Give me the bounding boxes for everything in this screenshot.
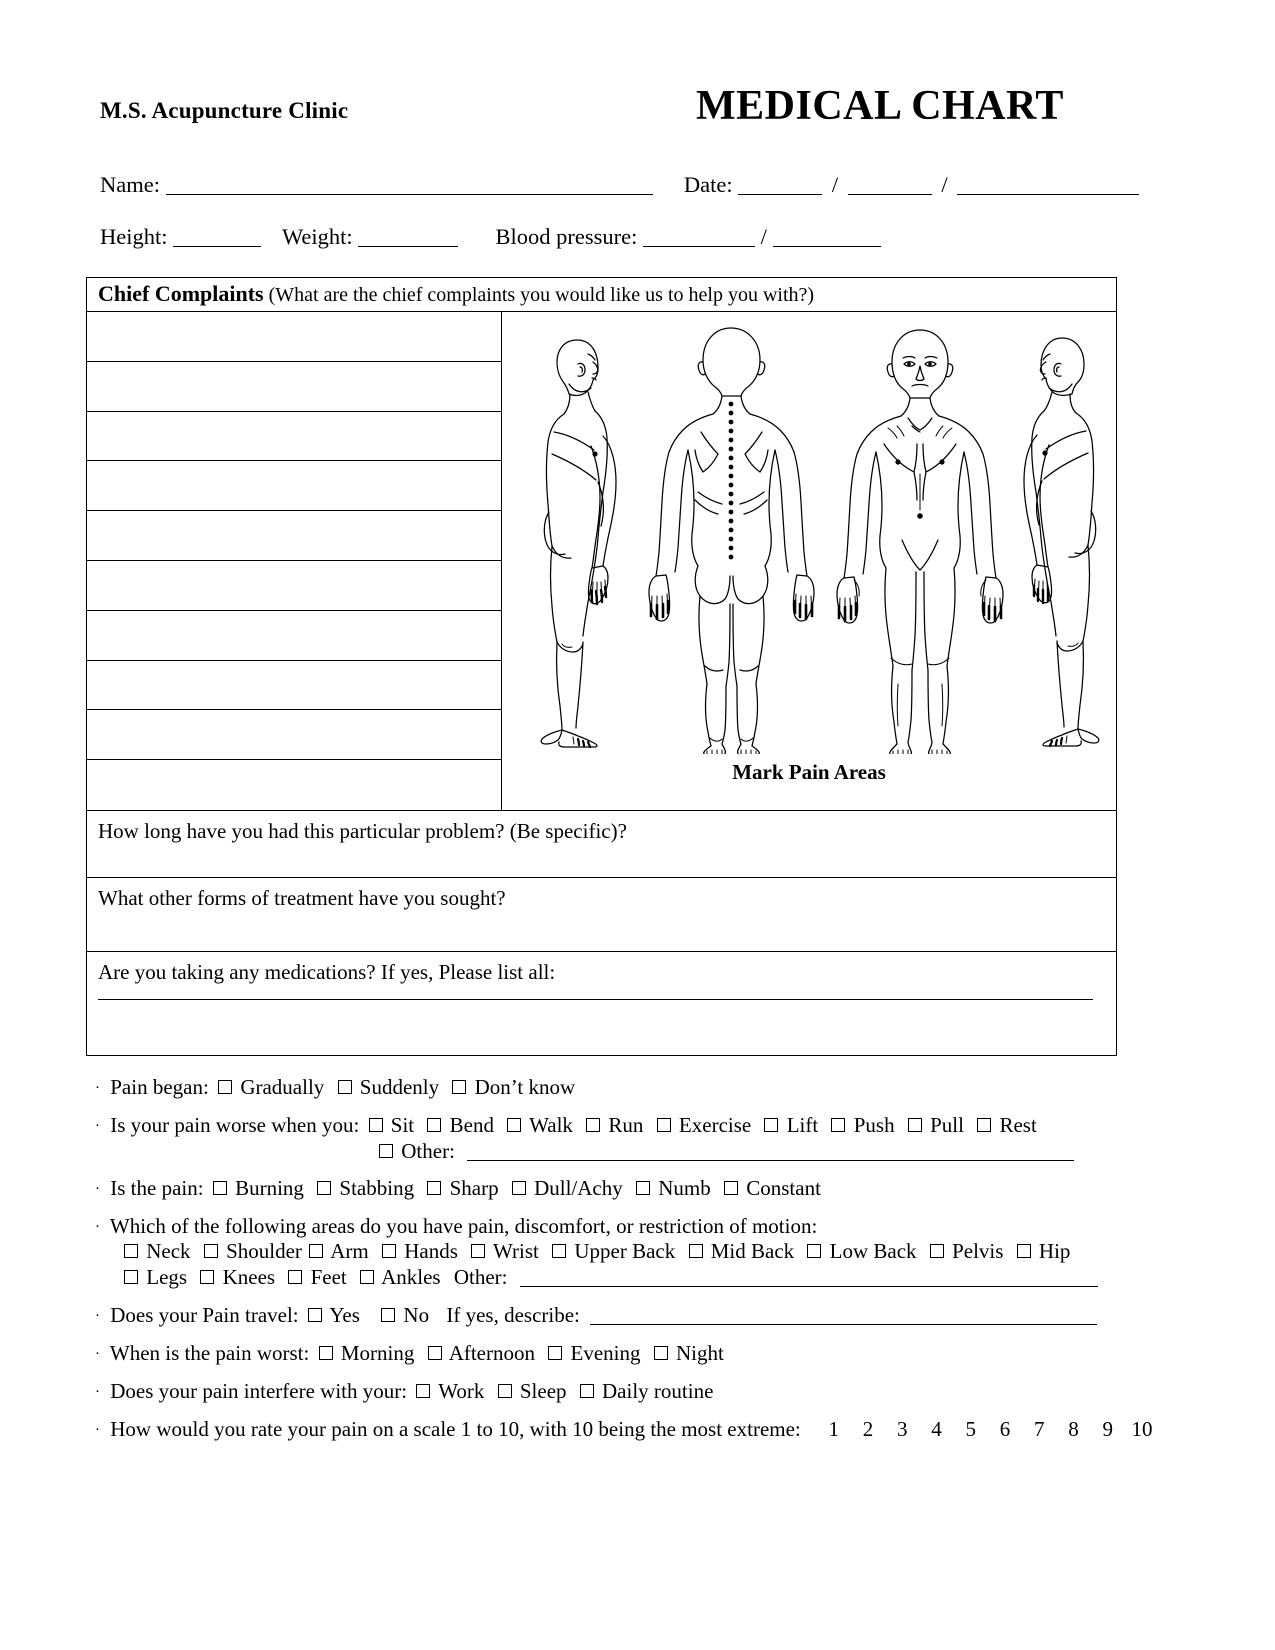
complaint-line[interactable]: [87, 661, 501, 711]
complaint-line[interactable]: [87, 760, 501, 810]
checkbox-travel-no[interactable]: [381, 1308, 395, 1322]
checkbox-travel-yes[interactable]: [308, 1308, 322, 1322]
rating-option-5[interactable]: 5: [965, 1417, 977, 1441]
checkbox-worse-rest[interactable]: [977, 1118, 991, 1132]
bp-diastolic-input[interactable]: [773, 246, 881, 247]
height-input[interactable]: [173, 246, 261, 247]
duration-question-row[interactable]: [87, 810, 1116, 877]
option-ankles: Ankles: [381, 1265, 441, 1289]
checkbox-pain-began-gradually[interactable]: [218, 1080, 232, 1094]
weight-input[interactable]: [358, 246, 458, 247]
question-areas-row-1: [120, 1241, 1072, 1262]
rating-option-6[interactable]: 6: [999, 1417, 1011, 1441]
question-pain-worst-time: [95, 1343, 726, 1364]
option-wrist: Wrist: [493, 1239, 539, 1263]
checkbox-worst-afternoon[interactable]: [428, 1346, 442, 1360]
option-constant: Constant: [746, 1176, 821, 1200]
checkbox-quality-constant[interactable]: [724, 1181, 738, 1195]
option-evening: Evening: [570, 1341, 641, 1365]
rating-option-9[interactable]: 9: [1102, 1417, 1114, 1441]
option-sharp: Sharp: [449, 1176, 499, 1200]
option-stabbing: Stabbing: [339, 1176, 415, 1200]
checkbox-worst-morning[interactable]: [319, 1346, 333, 1360]
bullet-icon: ·: [95, 1346, 100, 1362]
option-exercise: Exercise: [678, 1113, 752, 1137]
page-title: MEDICAL CHART: [696, 83, 1064, 129]
pain-interference-label: Does your pain interfere with your:: [110, 1379, 408, 1403]
option-low-back: Low Back: [829, 1239, 917, 1263]
chief-complaints-box: [86, 277, 1117, 1056]
checkbox-area-pelvis[interactable]: [930, 1244, 944, 1258]
other-treatment-question-row[interactable]: [87, 877, 1116, 951]
option-afternoon: Afternoon: [448, 1341, 535, 1365]
body-diagram-panel: [502, 312, 1116, 810]
checkbox-worse-other[interactable]: [379, 1144, 393, 1158]
option-hip: Hip: [1038, 1239, 1071, 1263]
complaint-line[interactable]: [87, 511, 501, 561]
question-pain-interference: [95, 1381, 715, 1402]
date-separator-1: /: [831, 172, 839, 197]
option-rest: Rest: [999, 1113, 1037, 1137]
pain-quality-label: Is the pain:: [110, 1176, 204, 1200]
checkbox-area-wrist[interactable]: [471, 1244, 485, 1258]
bullet-icon: ·: [95, 1118, 100, 1134]
complaint-line[interactable]: [87, 362, 501, 412]
checkbox-interfere-work[interactable]: [416, 1384, 430, 1398]
rating-option-3[interactable]: 3: [897, 1417, 908, 1441]
pain-began-label: Pain began:: [110, 1075, 209, 1099]
bp-separator: /: [760, 224, 767, 249]
option-burning: Burning: [235, 1176, 304, 1200]
checkbox-area-upper-back[interactable]: [552, 1244, 566, 1258]
checkbox-worse-exercise[interactable]: [657, 1118, 671, 1132]
option-yes: Yes: [329, 1303, 360, 1327]
figure-back: [649, 328, 814, 754]
date-month-input[interactable]: [738, 194, 822, 195]
question-areas-row-2: [120, 1267, 1098, 1288]
option-dull-achy: Dull/Achy: [534, 1176, 623, 1200]
name-label: Name:: [100, 172, 160, 197]
option-pelvis: Pelvis: [952, 1239, 1004, 1263]
question-pain-began: [95, 1077, 577, 1098]
areas-label: Which of the following areas do you have pain, discomfort, or restriction of motion:: [109, 1214, 818, 1238]
name-input[interactable]: [166, 194, 653, 195]
option-other-label: Other:: [401, 1139, 455, 1163]
checkbox-quality-burning[interactable]: [213, 1181, 227, 1195]
option-gradually: Gradually: [240, 1075, 325, 1099]
rating-option-8[interactable]: 8: [1068, 1417, 1079, 1441]
rating-option-2[interactable]: 2: [862, 1417, 874, 1441]
chief-complaints-header: [87, 278, 1116, 312]
option-numb: Numb: [658, 1176, 711, 1200]
pain-worst-time-label: When is the pain worst:: [109, 1341, 310, 1365]
checkbox-area-hands[interactable]: [382, 1244, 396, 1258]
figure-right-profile: [1024, 338, 1099, 746]
option-pull: Pull: [930, 1113, 964, 1137]
option-upper-back: Upper Back: [574, 1239, 676, 1263]
option-mid-back: Mid Back: [710, 1239, 795, 1263]
checkbox-area-hip[interactable]: [1017, 1244, 1031, 1258]
option-lift: Lift: [786, 1113, 819, 1137]
question-pain-worse-when: [95, 1115, 1039, 1136]
question-pain-travel: [95, 1305, 1097, 1326]
medications-question-label: Are you taking any medications? If yes, Please list all:: [98, 960, 556, 984]
checkbox-worse-push[interactable]: [831, 1118, 845, 1132]
checkbox-interfere-sleep[interactable]: [498, 1384, 512, 1398]
checkbox-area-mid-back[interactable]: [689, 1244, 703, 1258]
date-day-input[interactable]: [848, 194, 932, 195]
option-suddenly: Suddenly: [359, 1075, 440, 1099]
checkbox-area-shoulder[interactable]: [204, 1244, 218, 1258]
checkbox-quality-numb[interactable]: [636, 1181, 650, 1195]
checkbox-worse-bend[interactable]: [427, 1118, 441, 1132]
option-neck: Neck: [146, 1239, 191, 1263]
clinic-name: M.S. Acupuncture Clinic: [100, 98, 349, 123]
figure-left-profile: [541, 340, 616, 747]
date-separator-2: /: [941, 172, 948, 197]
rating-option-7[interactable]: 7: [1034, 1417, 1045, 1441]
duration-question-label: How long have you had this particular problem? (Be specific)?: [98, 819, 627, 843]
option-legs: Legs: [146, 1265, 188, 1289]
checkbox-quality-stabbing[interactable]: [317, 1181, 331, 1195]
vitals-row: [100, 224, 1145, 250]
pain-worse-label: Is your pain worse when you:: [110, 1113, 360, 1137]
option-sit: Sit: [390, 1113, 415, 1137]
checkbox-worse-run[interactable]: [586, 1118, 600, 1132]
option-arm: Arm: [330, 1239, 369, 1263]
option-no: No: [403, 1303, 430, 1327]
worse-other-input[interactable]: [467, 1160, 1074, 1161]
option-run: Run: [608, 1113, 644, 1137]
option-sleep: Sleep: [519, 1379, 567, 1403]
rating-option-4[interactable]: 4: [931, 1417, 942, 1441]
mark-pain-areas-caption: Mark Pain Areas: [732, 760, 886, 784]
option-work: Work: [438, 1379, 485, 1403]
travel-describe-label: If yes, describe:: [446, 1303, 580, 1327]
checkbox-quality-dull-achy[interactable]: [512, 1181, 526, 1195]
bullet-icon: ·: [95, 1080, 100, 1096]
complaint-line[interactable]: [87, 412, 501, 462]
checkbox-area-neck[interactable]: [124, 1244, 138, 1258]
body-figures[interactable]: [502, 314, 1116, 754]
chief-complaints-title: Chief Complaints: [98, 281, 264, 306]
travel-describe-input[interactable]: [590, 1324, 1097, 1325]
bullet-icon: ·: [95, 1308, 100, 1324]
checkbox-worst-evening[interactable]: [548, 1346, 562, 1360]
checkbox-worse-pull[interactable]: [908, 1118, 922, 1132]
option-dont-know: Don’t know: [474, 1075, 576, 1099]
option-morning: Morning: [340, 1341, 415, 1365]
chief-complaints-lines: [87, 312, 502, 810]
date-year-input[interactable]: [957, 194, 1139, 195]
chief-complaints-prompt: (What are the chief complaints you would like us to help you with?): [268, 284, 815, 306]
checkbox-area-feet[interactable]: [288, 1270, 302, 1284]
question-areas-label-row: [95, 1216, 817, 1237]
complaint-line[interactable]: [87, 312, 501, 362]
option-feet: Feet: [310, 1265, 347, 1289]
question-pain-worse-other: [375, 1141, 1074, 1162]
rating-option-1[interactable]: 1: [828, 1417, 840, 1441]
complaint-line[interactable]: [87, 561, 501, 611]
rating-option-10[interactable]: 10: [1131, 1417, 1153, 1441]
checkbox-pain-began-dont-know[interactable]: [452, 1080, 466, 1094]
checkbox-pain-began-suddenly[interactable]: [338, 1080, 352, 1094]
complaint-line[interactable]: [87, 611, 501, 661]
checkbox-area-low-back[interactable]: [807, 1244, 821, 1258]
option-push: Push: [853, 1113, 895, 1137]
medications-question-row[interactable]: [87, 951, 1116, 1055]
checkbox-interfere-daily-routine[interactable]: [580, 1384, 594, 1398]
option-night: Night: [675, 1341, 724, 1365]
figure-front: [837, 330, 1003, 754]
checkbox-area-ankles[interactable]: [360, 1270, 374, 1284]
checkbox-worst-night[interactable]: [654, 1346, 668, 1360]
option-daily-routine: Daily routine: [602, 1379, 714, 1403]
bp-systolic-input[interactable]: [643, 246, 755, 247]
name-date-row: [100, 172, 1145, 198]
pain-rating-label: How would you rate your pain on a scale 1 to 10, with 10 being the most extreme:: [110, 1417, 801, 1441]
option-shoulder: Shoulder: [226, 1239, 302, 1263]
option-knees: Knees: [222, 1265, 276, 1289]
checkbox-worse-sit[interactable]: [369, 1118, 383, 1132]
complaint-line[interactable]: [87, 461, 501, 511]
checkbox-worse-lift[interactable]: [764, 1118, 778, 1132]
checkbox-area-legs[interactable]: [124, 1270, 138, 1284]
page-header: [100, 83, 1145, 140]
checkbox-area-knees[interactable]: [200, 1270, 214, 1284]
pain-travel-label: Does your Pain travel:: [110, 1303, 299, 1327]
areas-other-label: Other:: [453, 1265, 508, 1289]
bullet-icon: ·: [95, 1422, 100, 1438]
option-walk: Walk: [529, 1113, 573, 1137]
blood-pressure-label: Blood pressure:: [495, 224, 638, 249]
bullet-icon: ·: [95, 1219, 100, 1235]
areas-other-input[interactable]: [520, 1286, 1098, 1287]
bullet-icon: ·: [95, 1384, 100, 1400]
medications-input-rule[interactable]: [98, 999, 1093, 1000]
complaint-line[interactable]: [87, 710, 501, 760]
option-bend: Bend: [449, 1113, 494, 1137]
option-hands: Hands: [404, 1239, 458, 1263]
checkbox-area-arm[interactable]: [309, 1244, 323, 1258]
checkbox-worse-walk[interactable]: [507, 1118, 521, 1132]
other-treatment-question-label: What other forms of treatment have you sought?: [98, 886, 506, 910]
question-pain-rating: [95, 1419, 1157, 1440]
weight-label: Weight:: [281, 224, 353, 249]
question-pain-quality: [95, 1178, 823, 1199]
bullet-icon: ·: [95, 1181, 100, 1197]
date-label: Date:: [683, 172, 733, 197]
checkbox-quality-sharp[interactable]: [427, 1181, 441, 1195]
height-label: Height:: [100, 224, 168, 249]
